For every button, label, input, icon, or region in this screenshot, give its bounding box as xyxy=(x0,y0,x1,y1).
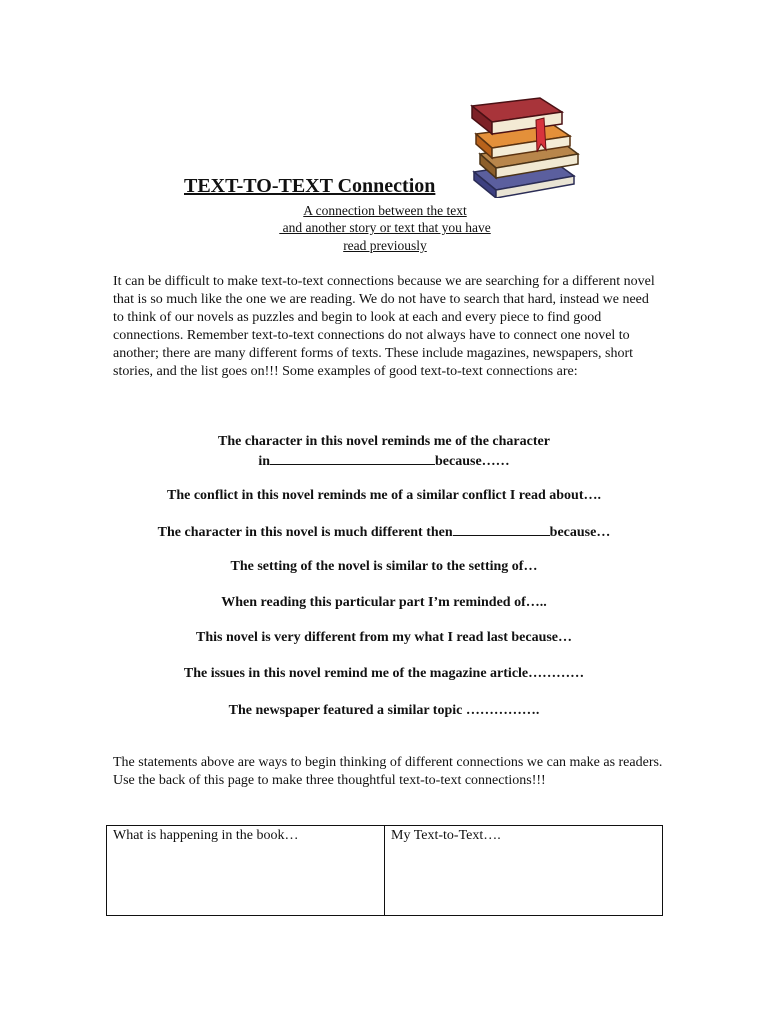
book-events-cell[interactable]: What is happening in the book… xyxy=(107,826,385,916)
closing-paragraph: The statements above are ways to begin thinking of different connections we can make as readers. Use the back of this page to make three thoughtful text-to-text connections!!! xyxy=(113,755,663,788)
statement-6: This novel is very different from my what I read last because… xyxy=(195,630,573,645)
statement-3-because: because… xyxy=(549,525,611,540)
connections-table xyxy=(106,825,663,916)
statement-3-text: The character in this novel is much different then xyxy=(157,525,453,540)
intro-paragraph: It can be difficult to make text-to-text connections because we are searching for a different novel that is so much like the one we are reading. We do not have to search that hard, instead we need to think of our novels as puzzles and begin to look at each and every piece to find good connections. Remember text-to-text connections do not always have to connect one novel to another; there are many different forms of texts. These include magazines, newspapers, short stories, and the list goes on!!! Some examples of good text-to-text connections are: xyxy=(113,274,655,379)
statement-3 xyxy=(100,522,668,542)
fill-in-blank[interactable] xyxy=(270,451,435,465)
statement-1-in: in xyxy=(258,454,270,469)
statement-7: The issues in this novel remind me of the magazine article………… xyxy=(183,666,585,681)
statement-5: When reading this particular part I’m reminded of….. xyxy=(221,595,547,610)
text-to-text-cell[interactable]: My Text-to-Text…. xyxy=(385,826,663,916)
statement-8: The newspaper featured a similar topic ……………. xyxy=(228,703,540,718)
fill-in-blank[interactable] xyxy=(453,522,550,536)
page-title: TEXT-TO-TEXT Connection xyxy=(184,175,436,197)
statement-1 xyxy=(100,433,668,471)
statement-2: The conflict in this novel reminds me of a similar conflict I read about…. xyxy=(167,488,601,503)
subtitle-line-1: A connection between the text xyxy=(303,203,467,218)
subtitle-line-2: and another story or text that you have xyxy=(279,220,491,235)
stack-of-books-icon xyxy=(466,94,588,198)
subtitle-line-3: read previously xyxy=(343,238,427,253)
statement-4: The setting of the novel is similar to the setting of… xyxy=(230,559,538,574)
statement-1-line-1: The character in this novel reminds me of the character xyxy=(218,434,550,449)
statement-1-because: because…… xyxy=(435,454,510,469)
